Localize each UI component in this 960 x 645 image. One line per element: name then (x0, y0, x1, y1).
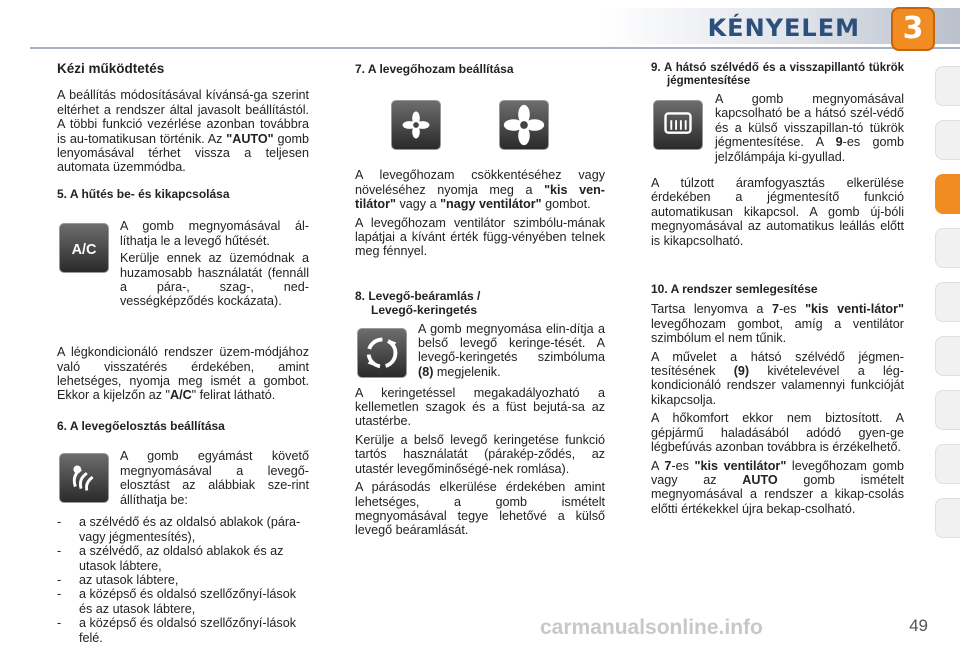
chapter-badge (890, 6, 936, 52)
list-item: - a szélvédő, az oldalsó ablakok és az utasok lábtere, (57, 544, 309, 573)
page-number: 49 (909, 616, 928, 635)
section-9-p2: A túlzott áramfogyasztás elkerülése érdekében a jégmentesítő funkció automatikusan kikapcsol. A gomb új-bóli megnyomásával az automatikus leállás előtt is kikapcsolható. (651, 176, 904, 248)
recirculation-graphic (358, 329, 406, 377)
list-item-text: az utasok lábtere, (79, 572, 179, 587)
air-distribution-icon (59, 453, 109, 503)
chapter-tab-6[interactable] (935, 336, 960, 376)
section-5-block (57, 219, 309, 345)
ref-7: 7 (771, 302, 779, 317)
chapter-tab-9[interactable] (935, 498, 960, 538)
rear-defrost-icon (653, 100, 703, 150)
section-7-p1 (355, 168, 605, 211)
chapter-tab-7[interactable] (935, 390, 960, 430)
section-9-block (651, 92, 904, 176)
section-5-p3-end: " felirat látható. (191, 388, 276, 403)
s10-text: gomb ismételt megnyomásával a rendszer a kikap-csolás előtti értékekkel újra bekap-csolható. (651, 472, 904, 516)
air-distribution-graphic (60, 454, 108, 502)
small-fan-icon (391, 100, 441, 150)
s10-text: -es (671, 458, 695, 473)
chapter-tab-5[interactable] (935, 282, 960, 322)
section-8-p1-text: A gomb megnyomása elin-dítja a belső levegő keringe-tését. A levegő-keringetés szimbóluma (418, 321, 605, 365)
ref-9: (9) (733, 364, 750, 379)
watermark: carmanualsonline.info (540, 616, 763, 639)
section-6-block (57, 449, 309, 515)
section-9-p1-text: A gomb megnyomásával kapcsolható be a hátsó szél-védő és a külső visszapillan-tó tükrök jégmentesítése. A (715, 92, 904, 150)
section-10-p2 (651, 350, 904, 408)
large-fan-icon (499, 100, 549, 150)
list-item: - a középső és oldalsó szellőzőnyí-lások felé. (57, 616, 309, 645)
header-bar (0, 0, 960, 62)
section-10-p3: A hőkomfort ekkor nem biztosított. A gépjármű haladásából adódó gyen-ge légbefúvás azonban továbbra is érzékelhető. (651, 411, 904, 455)
list-item-text: a középső és oldalsó szellőzőnyí-lások és az utasok lábtere, (79, 587, 297, 616)
section-6-p1: A gomb egyámást követő megnyomásával a levegő-elosztást az alábbiak sze-rint állíthatja be: (120, 449, 309, 507)
section-8-title-1: 8. Levegő-beáramlás / (355, 288, 481, 303)
s10-text: levegőhozam gombot, amíg a ventilátor szimbólum el nem tűnik. (651, 316, 904, 346)
section-heading-manual: Kézi működtetés (57, 61, 165, 76)
s10-text: A (651, 458, 665, 473)
ac-icon-graphic (60, 224, 108, 272)
intro-text: A beállítás módosításával kívánsá-ga szerint eltérhet a rendszer által javasolt beállítástól. A többi funkció vezérlése azonban továbbra is au-tomatikusan történik. Az (57, 88, 309, 146)
section-8-p2: A keringetéssel megakadályozható a kellemetlen szagok és a füst bejutá-sa az utastérbe. (355, 385, 605, 429)
s10-text: A művelet a hátsó szélvédő jégmen-tesítésének (651, 349, 904, 379)
chapter-tab-3-active[interactable] (935, 174, 960, 214)
section-7-p1-mid: vagy a (395, 197, 441, 212)
intro-text-end: gomb lenyomásával térhet vissza a teljesen automata üzemmódba. (57, 131, 309, 175)
small-fan-label: "kis ven-tilátor" (355, 182, 605, 212)
section-8-block (355, 322, 605, 386)
section-8-p1 (418, 322, 605, 380)
ref-7: 7 (664, 458, 672, 473)
list-item-text: a szélvédő, az oldalsó ablakok és az utasok lábtere, (79, 544, 284, 573)
column-2 (355, 62, 605, 542)
list-item: - az utasok lábtere, (57, 572, 179, 587)
distribution-list (57, 515, 309, 645)
column-3 (651, 62, 904, 520)
section-5-p1: A gomb megnyomásával ál-líthatja le a levegő hűtését. (120, 219, 309, 248)
section-5-title: 5. A hűtés be- és kikapcsolása (57, 186, 230, 201)
s10-text: levegőhozam gomb vagy az (651, 458, 904, 487)
auto-label: "AUTO" (226, 131, 274, 146)
section-9-p1 (715, 92, 904, 164)
small-fan-graphic (392, 101, 440, 149)
recirculation-icon (357, 328, 407, 378)
section-9-title: 9. A hátsó szélvédő és a visszapillantó tükrök jégmentesítése (651, 62, 904, 87)
ref-8: (8) (418, 364, 434, 379)
ac-icon-text: A/C (71, 242, 97, 259)
intro-paragraph (57, 88, 309, 174)
section-7-p1-text: A levegőhozam csökkentéséhez vagy növeléséhez nyomja meg a (355, 168, 605, 197)
section-8-p3: Kerülje a belső levegő keringetése funkció tartós használatát (párakép-ződés, az utastér levegőminőségé-nek romlása). (355, 432, 605, 476)
ref-9: 9 (835, 135, 843, 150)
section-9-p1-end: -es gomb jelzőlámpája ki-gyullad. (715, 135, 904, 164)
section-7-title: 7. A levegőhozam beállítása (355, 62, 514, 76)
section-7-p1-end: gombot. (541, 197, 591, 212)
chapter-tab-2[interactable] (935, 120, 960, 160)
section-8-title-2: Levegő-keringetés (371, 303, 478, 318)
chapter-tab-1[interactable] (935, 66, 960, 106)
section-8-p1-end: megjelenik. (433, 364, 501, 379)
chapter-number: 3 (902, 11, 924, 46)
list-item: - a szélvédő és az oldalsó ablakok (pára- vagy jégmentesítés), (57, 515, 309, 544)
s10-text: kivételevével a lég-kondicionáló rendszer valamennyi funkcióját kikapcsolja. (651, 364, 904, 407)
auto-label: AUTO (742, 472, 778, 487)
s10-text: -es (778, 302, 806, 317)
small-fan-label: "kis venti-látor" (805, 302, 904, 317)
s10-text: Tartsa lenyomva a (651, 302, 772, 317)
chapter-tabs (934, 66, 960, 566)
list-item-text: a középső és oldalsó szellőzőnyí-lások felé. (79, 616, 297, 645)
ac-button-icon (59, 223, 109, 273)
section-5-p3 (57, 345, 309, 403)
section-10-p1 (651, 302, 904, 345)
section-5-p3-text: A légkondicionáló rendszer üzem-módjához való visszatérés érdekében, amint lehetséges, nyomja meg ismét a gombot. Ekkor a kijelzőn az " (57, 345, 309, 403)
chapter-tab-8[interactable] (935, 444, 960, 484)
section-7-p2: A levegőhozam ventilátor szimbólu-mának lapátjai a kívánt érték függ-vényében telnek meg fénnyel. (355, 215, 605, 259)
section-6-title: 6. A levegőelosztás beállítása (57, 418, 225, 433)
column-1 (57, 62, 309, 645)
large-fan-label: "nagy ventilátor" (440, 197, 542, 212)
page-title: KÉNYELEM (707, 14, 860, 42)
fan-icons (355, 100, 605, 168)
large-fan-graphic (500, 101, 548, 149)
section-10-title: 10. A rendszer semlegesítése (651, 282, 818, 297)
small-fan-label: "kis ventilátor" (694, 458, 787, 473)
list-item-text: a szélvédő és az oldalsó ablakok (pára- vagy jégmentesítés), (79, 515, 301, 544)
chapter-tab-4[interactable] (935, 228, 960, 268)
list-item: - a középső és oldalsó szellőzőnyí-lások és az utasok lábtere, (57, 587, 309, 616)
section-10-p4 (651, 459, 904, 517)
rear-defrost-graphic (654, 101, 702, 149)
ac-label: A/C (169, 388, 192, 403)
section-5-p2a: Kerülje ennek az üzemódnak a huzamosabb használatát (fennáll a pára-, szag-, ned-vességképződés kockázata). (120, 251, 309, 309)
section-8-p4: A párásodás elkerülése érdekében amint lehetséges, a gomb ismételt megnyomásával tegye lehetővé a külső levegő beáramlását. (355, 480, 605, 538)
